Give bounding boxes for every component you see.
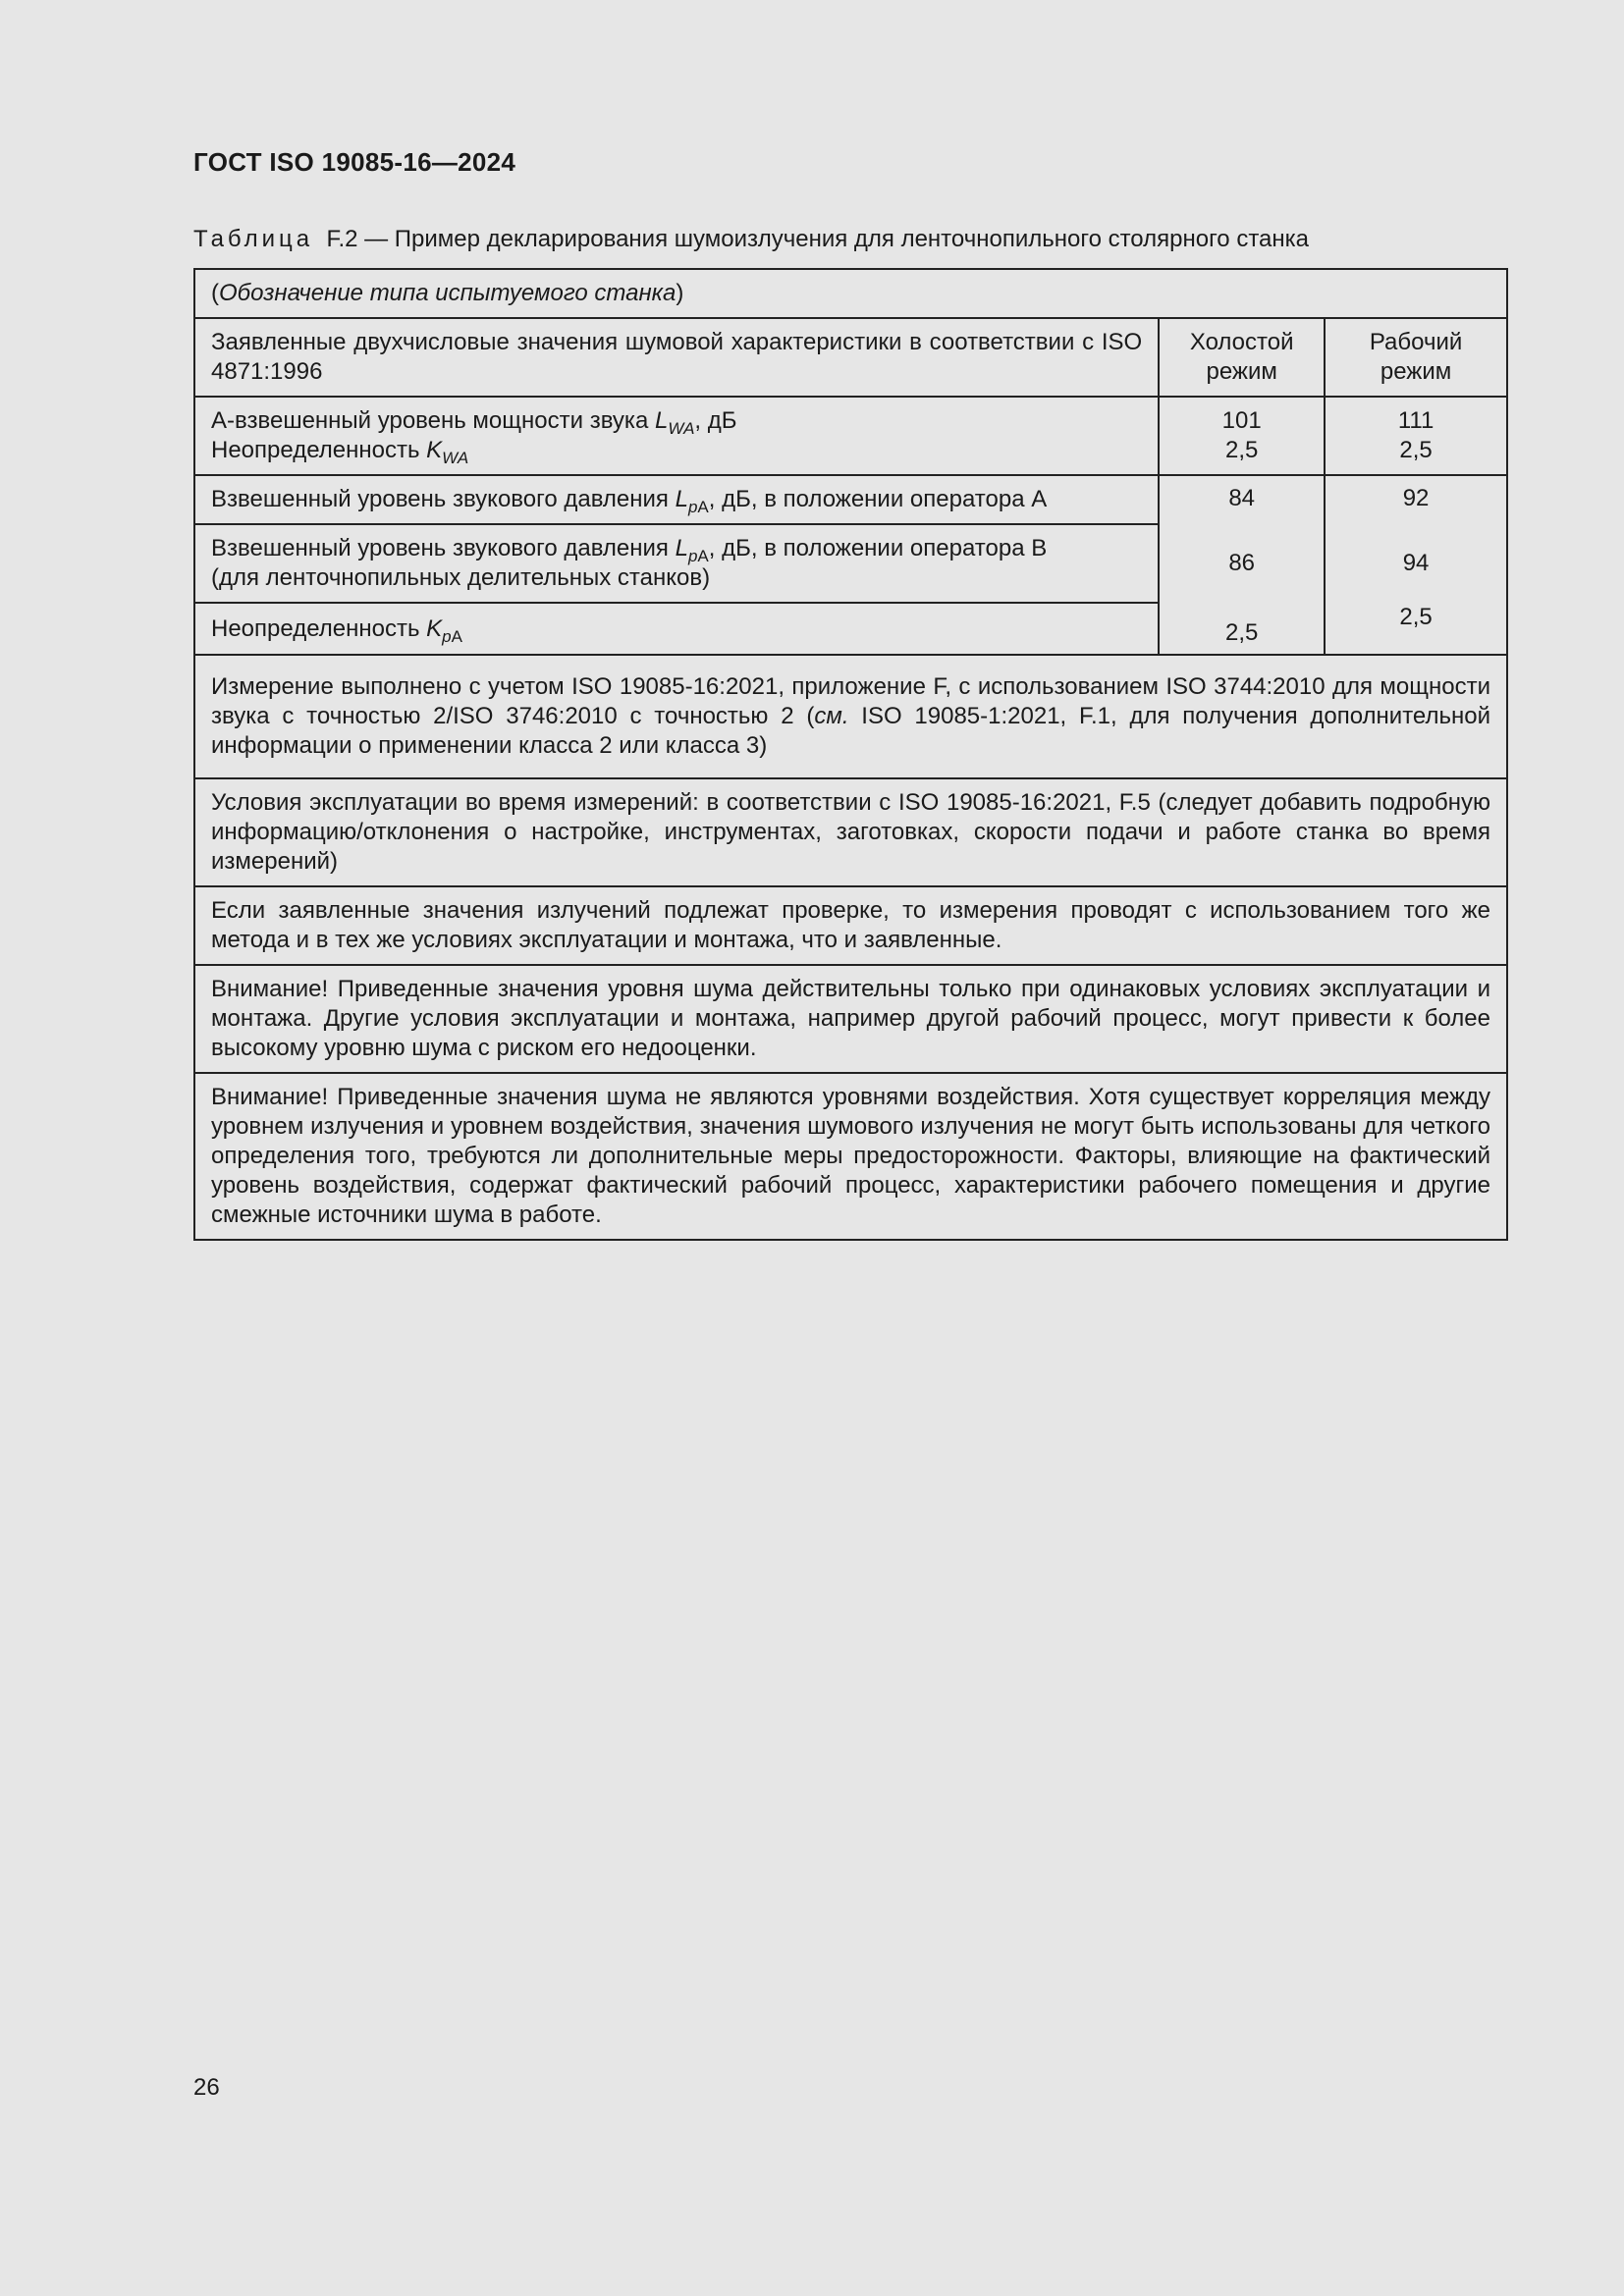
pressure-operator-a-idle: 84: [1159, 475, 1325, 524]
pressure-operator-b-row: [194, 524, 1507, 603]
type-row: [194, 269, 1507, 318]
caption-prefix: Таблица: [193, 226, 314, 252]
pressure-operator-b-work: 94: [1325, 524, 1507, 603]
caption-text: — Пример декларирования шумоизлучения для ленточнопильного столярного станка: [357, 226, 1310, 252]
operating-conditions-note: Условия эксплуатации во время измерений: в соответствии с ISO 19085-16:2021, F.5 (следует добавить подробную информацию/отклонения о настройке, инструментах, заготовках, скорости подачи и работе станка во время измерений): [194, 778, 1507, 886]
measurement-note: Измерение выполнено с учетом ISO 19085-16:2021, приложение F, с использованием ISO 3744:2010 для мощности звука с точностью 2/ISO 3746:2010 с точностью 2 (см. ISO 19085-1:2021, F.1, для получения дополнительной информации о применении класса 2 или класса 3): [194, 655, 1507, 778]
warning-1-row: [194, 965, 1507, 1073]
pressure-uncertainty-row: [194, 603, 1507, 655]
warning-note-1: Внимание! Приведенные значения уровня шума действительны только при одинаковых условиях эксплуатации и монтажа. Другие условия эксплуатации и монтажа, например другой рабочий процесс, могут привести к более высокому уровню шума с риском его недооценки.: [194, 965, 1507, 1073]
warning-note-2: Внимание! Приведенные значения шума не являются уровнями воздействия. Хотя существует корреляция между уровнем излучения и уровнем воздействия, значения шумового излучения не могут быть использованы для четкого определения того, требуются ли дополнительные меры предосторожности. Факторы, влияющие на фактический уровень воздействия, содержат фактический рабочий процесс, характеристики рабочего помещения и другие смежные источники шума в работе.: [194, 1073, 1507, 1240]
document-header: ГОСТ ISO 19085-16—2024: [193, 147, 516, 177]
pressure-uncertainty-label: Неопределенность $K_{pA}$: [194, 603, 1159, 655]
sound-power-label: А-взвешенный уровень мощности звука $L_{WA}$, дБ Неопределенность $K_{WA}$: [194, 397, 1159, 475]
operating-conditions-row: [194, 778, 1507, 886]
sound-power-idle: 101 2,5: [1159, 397, 1325, 475]
pressure-operator-a-work: 92: [1325, 475, 1507, 524]
page-number: 26: [193, 2074, 220, 2101]
machine-type-cell: (Обозначение типа испытуемого станка): [194, 269, 1507, 318]
warning-2-row: [194, 1073, 1507, 1240]
pressure-uncertainty-idle: 2,5: [1159, 603, 1325, 655]
sound-power-row: [194, 397, 1507, 475]
verification-row: [194, 886, 1507, 965]
pressure-uncertainty-work: 2,5: [1325, 603, 1507, 655]
measurement-note-row: [194, 655, 1507, 778]
pressure-operator-b-label: Взвешенный уровень звукового давления $L_{pA}$, дБ, в положении оператора В (для ленточнопильных делительных станков): [194, 524, 1159, 603]
machine-type-label: Обозначение типа испытуемого станка: [219, 280, 677, 306]
header-description: Заявленные двухчисловые значения шумовой характеристики в соответствии с ISO 4871:1996: [194, 318, 1159, 397]
header-work-mode: Рабочий режим: [1325, 318, 1507, 397]
table-caption: [193, 226, 1309, 253]
pressure-operator-a-row: [194, 475, 1507, 524]
header-row: [194, 318, 1507, 397]
sound-power-work: 111 2,5: [1325, 397, 1507, 475]
noise-declaration-table: [193, 268, 1508, 1241]
caption-number: F.2: [326, 226, 358, 252]
verification-note: Если заявленные значения излучений подлежат проверке, то измерения проводят с использованием того же метода и в тех же условиях эксплуатации и монтажа, что и заявленные.: [194, 886, 1507, 965]
pressure-operator-b-idle: 86: [1159, 524, 1325, 603]
header-idle-mode: Холостой режим: [1159, 318, 1325, 397]
pressure-operator-a-label: Взвешенный уровень звукового давления $L_{pA}$, дБ, в положении оператора А: [194, 475, 1159, 524]
